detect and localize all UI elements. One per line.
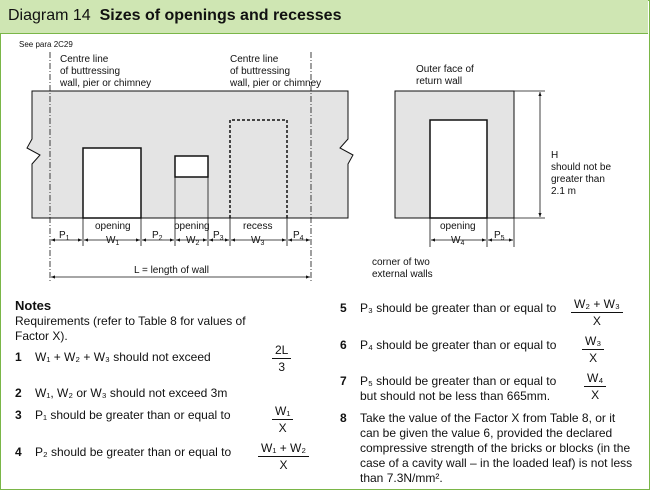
outer-face-label: Outer face of bbox=[416, 64, 474, 75]
note-7: 7 P₅ should be greater than or equal to bbox=[340, 374, 557, 388]
opening-w4 bbox=[430, 120, 487, 218]
centre-line-2-label: Centre line bbox=[230, 54, 279, 65]
outer-face-label: return wall bbox=[416, 76, 463, 87]
note-6-fraction: $\frac{\text{W₃}}{X}$ bbox=[582, 334, 604, 365]
height-label: 2.1 m bbox=[551, 186, 577, 197]
opening-1-label: opening bbox=[95, 221, 131, 232]
svg-text:Centre line of buttressing bbox=[59, 54, 151, 89]
opening-w2 bbox=[175, 156, 208, 177]
notes-intro: Factor X). bbox=[15, 329, 68, 343]
note-8-line: case of a cavity wall – in the loaded leaf) is not less bbox=[360, 456, 633, 470]
dim-w4: $W_4$ bbox=[451, 235, 465, 247]
dim-w1: $W_1$ bbox=[106, 235, 120, 247]
note-8-line: can be given the value 6, provided the declared bbox=[360, 426, 613, 440]
diagram-number: Diagram 14 bbox=[8, 7, 91, 24]
corner-label: corner of two bbox=[372, 257, 430, 268]
note-1: 1 W₁ + W₂ + W₃ should not exceed bbox=[15, 350, 211, 364]
centre-line-1-label: of buttressing bbox=[60, 66, 121, 77]
note-8: 8 Take the value of the Factor X from Table 8, or it bbox=[340, 411, 616, 425]
svg-text:Outer face of return wall bbox=[416, 64, 477, 87]
note-5-fraction: $\frac{\text{W₂ + W₃}}{X}$ bbox=[571, 297, 623, 328]
note-3: 3 P₁ should be greater than or equal to bbox=[15, 408, 231, 422]
height-label: H bbox=[551, 150, 559, 161]
centre-line-1-label: wall, pier or chimney bbox=[60, 78, 152, 89]
see-para-ref: See para 2C29 bbox=[19, 40, 73, 49]
note-1-fraction: $\frac{2L}{3}$ bbox=[272, 343, 291, 374]
note-3-fraction: $\frac{\text{W₁}}{X}$ bbox=[272, 404, 293, 435]
note-8-line: compressive strength of the bricks or blocks (in the bbox=[360, 441, 631, 455]
opening-2-label: opening bbox=[174, 221, 210, 232]
height-label: greater than bbox=[551, 174, 605, 185]
note-4: 4 P₂ should be greater than or equal to bbox=[15, 445, 232, 459]
dim-p1: $P_1$ bbox=[59, 230, 70, 242]
note-5: 5 P₃ should be greater than or equal to bbox=[340, 301, 557, 315]
diagram-title: Sizes of openings and recesses bbox=[99, 7, 342, 24]
note-2: 2 W₁, W₂ or W₃ should not exceed 3m bbox=[15, 386, 228, 400]
notes-heading: Notes bbox=[15, 298, 52, 313]
dim-w3: $W_3$ bbox=[251, 235, 265, 247]
length-label: L = length of wall bbox=[134, 265, 209, 276]
left-wall bbox=[27, 91, 353, 218]
centre-line-2-label: wall, pier or chimney bbox=[230, 78, 322, 89]
note-8-line: than 7.3N/mm². bbox=[360, 471, 443, 485]
svg-text:H should not be greate bbox=[551, 150, 614, 197]
dim-p3: $P_3$ bbox=[213, 230, 224, 242]
dim-p2: $P_2$ bbox=[152, 230, 163, 242]
opening-4-label: opening bbox=[440, 221, 476, 232]
note-7-line-2: but should not be less than 665mm. bbox=[360, 389, 551, 403]
height-dimension bbox=[514, 91, 545, 218]
dim-p5: $P_5$ bbox=[494, 230, 505, 242]
svg-text:Centre line of buttressing bbox=[229, 54, 321, 89]
note-4-fraction: $\frac{\text{W₁ + W₂}}{X}$ bbox=[258, 441, 309, 472]
note-7-fraction: $\frac{\text{W₄}}{X}$ bbox=[584, 371, 606, 402]
dim-p4: $P_4$ bbox=[293, 230, 304, 242]
corner-label: external walls bbox=[372, 269, 433, 280]
dim-w2: $W_2$ bbox=[186, 235, 200, 247]
note-6: 6 P₄ should be greater than or equal to bbox=[340, 338, 557, 352]
opening-w1 bbox=[83, 148, 141, 218]
notes-intro: Requirements (refer to Table 8 for values of bbox=[15, 314, 246, 328]
height-label: should not be bbox=[551, 162, 612, 173]
svg-text:corner of two external wal bbox=[372, 257, 433, 280]
centre-line-1-label: Centre line bbox=[60, 54, 109, 65]
recess-label: recess bbox=[243, 221, 273, 232]
centre-line-2-label: of buttressing bbox=[230, 66, 291, 77]
